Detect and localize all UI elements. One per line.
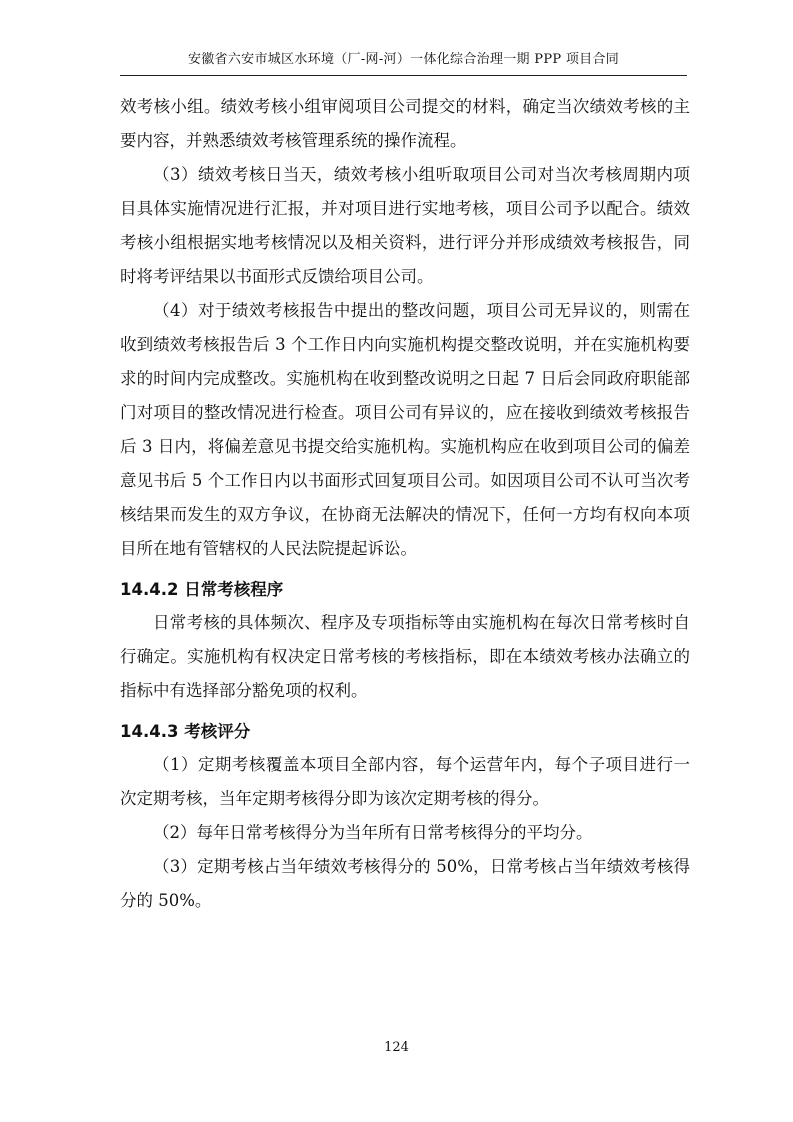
section-heading-14-4-3: 14.4.3 考核评分 bbox=[120, 722, 251, 741]
paragraph-item-3: （3）绩效考核日当天，绩效考核小组听取项目公司对当次考核周期内项目具体实施情况进行汇报，并对项目进行实地考核，项目公司予以配合。绩效考核小组根据实地考核情况以及相关资料，进行评分并形成绩效考核报告，同时将考评结果以书面形式反馈给项目公司。 bbox=[120, 165, 690, 286]
page-header bbox=[120, 45, 687, 76]
paragraph-scoring-2: （2）每年日常考核得分为当年所有日常考核得分的平均分。 bbox=[153, 823, 593, 842]
paragraph-item-4: （4）对于绩效考核报告中提出的整改问题，项目公司无异议的，则需在收到绩效考核报告后 3 个工作日内向实施机构提交整改说明，并在实施机构要求的时间内完成整改。实施机构在收到整改说明之日起 7 日后会同政府职能部门对项目的整改情况进行检查。项目公司有异议的，应在接收到绩效考核报告后 3 日内，将偏差意见书提交给实施机构。实施机构应在收到项目公司的偏差意见书后 5 个工作日内以书面形式回复项目公司。如因项目公司不认可当次考核结果而发生的双方争议，在协商无法解决的情况下，任何一方均有权向本项目所在地有管辖权的人民法院提起诉讼。 bbox=[120, 301, 690, 558]
paragraph-scoring-3: （3）定期考核占当年绩效考核得分的 50%，日常考核占当年绩效考核得分的 50%。 bbox=[120, 857, 690, 910]
document-body bbox=[120, 90, 690, 918]
paragraph-continued: 效考核小组。绩效考核小组审阅项目公司提交的材料，确定当次绩效考核的主要内容，并熟悉绩效考核管理系统的操作流程。 bbox=[120, 97, 690, 150]
page-number: 124 bbox=[384, 1040, 409, 1055]
header-title: 安徽省六安市城区水环境（厂-网-河）一体化综合治理一期 PPP 项目合同 bbox=[187, 52, 620, 67]
paragraph-scoring-1: （1）定期考核覆盖本项目全部内容，每个运营年内，每个子项目进行一次定期考核，当年定期考核得分即为该次定期考核的得分。 bbox=[120, 755, 690, 808]
section-heading-14-4-2: 14.4.2 日常考核程序 bbox=[120, 580, 284, 599]
paragraph-daily-assessment: 日常考核的具体频次、程序及专项指标等由实施机构在每次日常考核时自行确定。实施机构有权决定日常考核的考核指标，即在本绩效考核办法确立的指标中有选择部分豁免项的权利。 bbox=[120, 613, 690, 700]
